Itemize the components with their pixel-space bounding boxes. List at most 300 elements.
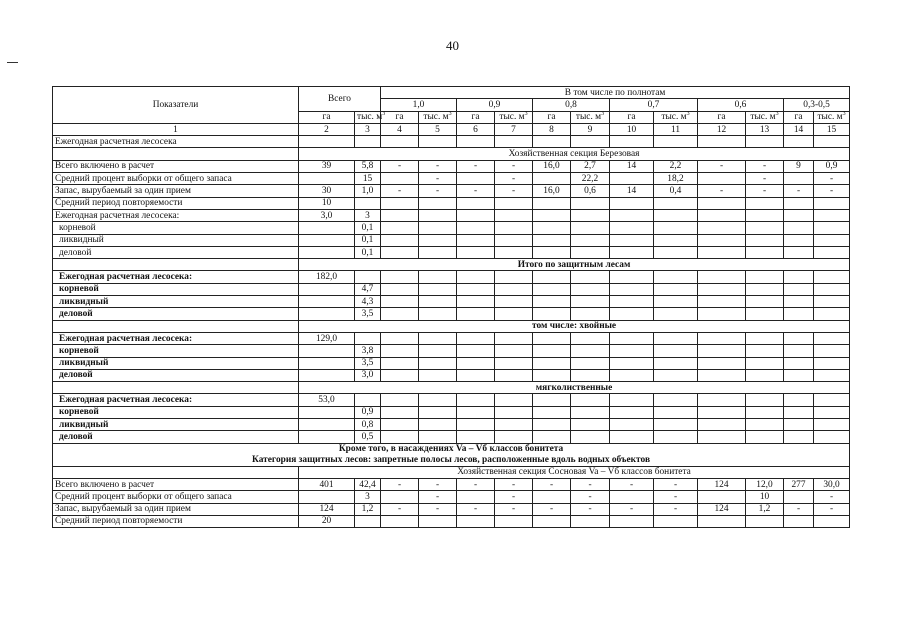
value-cell: [533, 369, 571, 381]
unit-superscript: 3: [775, 111, 779, 118]
value-cell: 3,5: [355, 357, 381, 369]
value-cell: [495, 357, 533, 369]
value-cell: 3,5: [355, 308, 381, 320]
column-number: 5: [419, 123, 457, 135]
value-cell: [610, 406, 654, 418]
value-cell: [654, 515, 698, 527]
value-cell: [299, 308, 355, 320]
value-cell: -: [533, 503, 571, 515]
value-cell: [698, 431, 746, 443]
value-cell: [533, 431, 571, 443]
value-cell: [381, 431, 419, 443]
value-cell: [571, 515, 610, 527]
unit-header-m3: тыс. $м^3$: [355, 111, 381, 123]
table-row: [53, 209, 850, 221]
value-cell: [814, 246, 850, 258]
value-cell: -: [654, 478, 698, 490]
value-cell: -: [814, 185, 850, 197]
section-title: том числе: хвойные: [299, 320, 850, 332]
value-cell: [571, 357, 610, 369]
value-cell: [814, 394, 850, 406]
value-cell: -: [419, 185, 457, 197]
value-cell: [571, 209, 610, 221]
section-row: [53, 382, 850, 394]
density-header: 0,7: [610, 99, 698, 111]
value-cell: -: [419, 491, 457, 503]
value-cell: [419, 419, 457, 431]
value-cell: [784, 271, 814, 283]
header-row: [53, 87, 850, 99]
value-cell: [495, 246, 533, 258]
value-cell: [814, 406, 850, 418]
value-cell: [381, 345, 419, 357]
value-cell: -: [457, 503, 495, 515]
value-cell: [814, 296, 850, 308]
row-label: ликвидный: [53, 357, 299, 369]
value-cell: [419, 515, 457, 527]
value-cell: [698, 283, 746, 295]
value-cell: [571, 406, 610, 418]
value-cell: [746, 296, 784, 308]
value-cell: 4,7: [355, 283, 381, 295]
value-cell: [814, 234, 850, 246]
value-cell: [457, 431, 495, 443]
value-cell: [571, 332, 610, 344]
unit-header-ha: га: [457, 111, 495, 123]
total-header: Всего: [299, 87, 381, 112]
value-cell: [495, 431, 533, 443]
value-cell: [610, 369, 654, 381]
value-cell: [654, 197, 698, 209]
value-cell: [381, 173, 419, 185]
value-cell: [355, 394, 381, 406]
column-number: 13: [746, 123, 784, 135]
value-cell: [299, 246, 355, 258]
value-cell: 5,8: [355, 160, 381, 172]
value-cell: [571, 283, 610, 295]
value-cell: -: [698, 185, 746, 197]
value-cell: [533, 332, 571, 344]
table-row: [53, 515, 850, 527]
value-cell: [571, 369, 610, 381]
value-cell: [571, 296, 610, 308]
value-cell: [784, 406, 814, 418]
row-label: деловой: [53, 369, 299, 381]
value-cell: [814, 357, 850, 369]
value-cell: [299, 419, 355, 431]
value-cell: [419, 431, 457, 443]
value-cell: [814, 369, 850, 381]
value-cell: 18,2: [654, 173, 698, 185]
value-cell: 0,9: [355, 406, 381, 418]
value-cell: 0,1: [355, 234, 381, 246]
table-row: [53, 431, 850, 443]
value-cell: 124: [299, 503, 355, 515]
section-row: [53, 148, 850, 160]
value-cell: [746, 515, 784, 527]
row-label: корневой: [53, 283, 299, 295]
value-cell: [698, 234, 746, 246]
value-cell: [654, 234, 698, 246]
value-cell: -: [784, 503, 814, 515]
value-cell: [746, 197, 784, 209]
value-cell: [698, 271, 746, 283]
column-number: 1: [53, 123, 299, 135]
value-cell: [355, 271, 381, 283]
value-cell: [533, 197, 571, 209]
unit-header-m3: тыс. $м^3$: [419, 111, 457, 123]
value-cell: [457, 369, 495, 381]
value-cell: [746, 209, 784, 221]
table-row: [53, 357, 850, 369]
value-cell: [419, 406, 457, 418]
value-cell: [299, 369, 355, 381]
value-cell: [784, 369, 814, 381]
unit-header-m3: тыс. $м^3$: [495, 111, 533, 123]
value-cell: [814, 271, 850, 283]
value-cell: 0,1: [355, 222, 381, 234]
value-cell: [571, 197, 610, 209]
unit-header-ha: га: [784, 111, 814, 123]
value-cell: [533, 136, 571, 148]
unit-superscript: 3: [448, 111, 452, 118]
value-cell: -: [610, 503, 654, 515]
value-cell: [533, 173, 571, 185]
value-cell: [533, 406, 571, 418]
value-cell: [610, 419, 654, 431]
value-cell: [571, 136, 610, 148]
value-cell: [457, 406, 495, 418]
value-cell: [419, 369, 457, 381]
value-cell: [457, 222, 495, 234]
value-cell: [299, 406, 355, 418]
value-cell: [654, 357, 698, 369]
value-cell: 0,8: [355, 419, 381, 431]
margin-dash: [7, 62, 18, 63]
value-cell: 0,4: [654, 185, 698, 197]
value-cell: 10: [746, 491, 784, 503]
value-cell: [419, 234, 457, 246]
value-cell: -: [495, 160, 533, 172]
density-group-header: В том числе по полнотам: [381, 87, 850, 99]
value-cell: 182,0: [299, 271, 355, 283]
value-cell: -: [381, 160, 419, 172]
table-row: [53, 332, 850, 344]
value-cell: [419, 222, 457, 234]
column-number: 14: [784, 123, 814, 135]
value-cell: [533, 296, 571, 308]
table-row: [53, 406, 850, 418]
value-cell: -: [419, 478, 457, 490]
value-cell: [381, 222, 419, 234]
value-cell: [784, 357, 814, 369]
value-cell: [698, 246, 746, 258]
value-cell: [654, 332, 698, 344]
section-title: мягколиственные: [299, 382, 850, 394]
value-cell: [571, 431, 610, 443]
table-row: [53, 271, 850, 283]
unit-header-ha: га: [533, 111, 571, 123]
unit-header-ha: га: [698, 111, 746, 123]
value-cell: [381, 246, 419, 258]
value-cell: [610, 197, 654, 209]
value-cell: [495, 271, 533, 283]
value-cell: [571, 271, 610, 283]
value-cell: [533, 283, 571, 295]
table-row: [53, 136, 850, 148]
value-cell: [533, 308, 571, 320]
table-row: [53, 478, 850, 490]
value-cell: 0,5: [355, 431, 381, 443]
value-cell: [814, 515, 850, 527]
value-cell: [610, 491, 654, 503]
value-cell: [571, 246, 610, 258]
value-cell: 3: [355, 209, 381, 221]
value-cell: [610, 271, 654, 283]
value-cell: [654, 222, 698, 234]
value-cell: 3,0: [299, 209, 355, 221]
value-cell: 42,4: [355, 478, 381, 490]
value-cell: [457, 308, 495, 320]
column-number: 11: [654, 123, 698, 135]
value-cell: [495, 222, 533, 234]
value-cell: 0,9: [814, 160, 850, 172]
unit-header-ha: га: [299, 111, 355, 123]
row-label: Всего включено в расчет: [53, 478, 299, 490]
row-label: корневой: [53, 345, 299, 357]
value-cell: [654, 419, 698, 431]
unit-superscript: 3: [524, 111, 528, 118]
value-cell: [457, 515, 495, 527]
value-cell: [381, 296, 419, 308]
value-cell: [746, 369, 784, 381]
value-cell: [784, 222, 814, 234]
row-label: Средний процент выборки от общего запаса: [53, 173, 299, 185]
value-cell: [495, 308, 533, 320]
value-cell: -: [814, 491, 850, 503]
section-row: [53, 320, 850, 332]
value-cell: [381, 209, 419, 221]
value-cell: [381, 308, 419, 320]
value-cell: [784, 246, 814, 258]
value-cell: [533, 271, 571, 283]
section-title: Итого по защитным лесам: [299, 259, 850, 271]
value-cell: -: [784, 185, 814, 197]
value-cell: [814, 419, 850, 431]
value-cell: [610, 246, 654, 258]
section-row: [53, 466, 850, 478]
value-cell: 16,0: [533, 185, 571, 197]
value-cell: [457, 271, 495, 283]
density-header: 0,9: [457, 99, 533, 111]
value-cell: [698, 491, 746, 503]
row-label: ликвидный: [53, 296, 299, 308]
table-row: [53, 234, 850, 246]
value-cell: [698, 419, 746, 431]
value-cell: [746, 222, 784, 234]
value-cell: [654, 283, 698, 295]
value-cell: [814, 209, 850, 221]
value-cell: -: [610, 478, 654, 490]
value-cell: 1,2: [746, 503, 784, 515]
value-cell: 0,1: [355, 246, 381, 258]
value-cell: -: [495, 491, 533, 503]
value-cell: [746, 234, 784, 246]
density-header: 0,8: [533, 99, 610, 111]
value-cell: [654, 271, 698, 283]
unit-header-m3: тыс. $м^3$: [746, 111, 784, 123]
value-cell: 16,0: [533, 160, 571, 172]
value-cell: [457, 419, 495, 431]
value-cell: [814, 222, 850, 234]
value-cell: 129,0: [299, 332, 355, 344]
value-cell: [784, 419, 814, 431]
value-cell: [698, 357, 746, 369]
table-row: [53, 503, 850, 515]
table-cell: [53, 148, 299, 160]
value-cell: 20: [299, 515, 355, 527]
value-cell: -: [495, 503, 533, 515]
table-row: [53, 185, 850, 197]
value-cell: [419, 345, 457, 357]
table-row: [53, 197, 850, 209]
value-cell: [654, 369, 698, 381]
value-cell: [746, 431, 784, 443]
value-cell: [419, 357, 457, 369]
value-cell: [654, 394, 698, 406]
value-cell: [355, 197, 381, 209]
row-label: Всего включено в расчет: [53, 160, 299, 172]
value-cell: [784, 136, 814, 148]
value-cell: -: [419, 173, 457, 185]
value-cell: [814, 136, 850, 148]
row-label: Ежегодная расчетная лесосека: [53, 136, 299, 148]
value-cell: [746, 246, 784, 258]
value-cell: [381, 369, 419, 381]
value-cell: [299, 357, 355, 369]
value-cell: [457, 136, 495, 148]
value-cell: [495, 283, 533, 295]
value-cell: -: [746, 185, 784, 197]
value-cell: [746, 283, 784, 295]
value-cell: [610, 222, 654, 234]
column-number-row: [53, 123, 850, 135]
value-cell: [746, 406, 784, 418]
value-cell: 15: [355, 173, 381, 185]
value-cell: [495, 515, 533, 527]
unit-header-m3: тыс. $м^3$: [654, 111, 698, 123]
value-cell: [784, 332, 814, 344]
unit-header-ha: га: [610, 111, 654, 123]
value-cell: -: [654, 491, 698, 503]
value-cell: [784, 345, 814, 357]
value-cell: [299, 136, 355, 148]
banner-row: [53, 443, 850, 466]
value-cell: -: [746, 173, 784, 185]
value-cell: [698, 197, 746, 209]
value-cell: -: [419, 503, 457, 515]
value-cell: [457, 283, 495, 295]
value-cell: -: [746, 160, 784, 172]
value-cell: [299, 222, 355, 234]
value-cell: [784, 394, 814, 406]
unit-superscript: 3: [686, 111, 690, 118]
value-cell: [495, 296, 533, 308]
value-cell: 2,7: [571, 160, 610, 172]
table-row: [53, 296, 850, 308]
value-cell: [419, 394, 457, 406]
value-cell: [457, 173, 495, 185]
value-cell: [746, 332, 784, 344]
value-cell: 10: [299, 197, 355, 209]
value-cell: [533, 345, 571, 357]
value-cell: [457, 345, 495, 357]
value-cell: [381, 419, 419, 431]
value-cell: [610, 136, 654, 148]
table-row: [53, 160, 850, 172]
value-cell: [495, 197, 533, 209]
table-row: [53, 173, 850, 185]
row-label: Ежегодная расчетная лесосека:: [53, 394, 299, 406]
value-cell: -: [495, 173, 533, 185]
value-cell: [698, 345, 746, 357]
value-cell: [533, 357, 571, 369]
value-cell: [610, 357, 654, 369]
row-label: Средний период повторяемости: [53, 515, 299, 527]
value-cell: [814, 197, 850, 209]
column-number: 2: [299, 123, 355, 135]
value-cell: [698, 406, 746, 418]
value-cell: [533, 394, 571, 406]
value-cell: -: [814, 173, 850, 185]
value-cell: [654, 406, 698, 418]
table-row: [53, 246, 850, 258]
value-cell: [610, 283, 654, 295]
value-cell: [533, 515, 571, 527]
unit-header-m3: тыс. $м^3$: [814, 111, 850, 123]
banner-line: Категория защитных лесов: запретные полосы лесов, расположенные вдоль водных объектов: [252, 454, 651, 465]
row-label: деловой: [53, 431, 299, 443]
value-cell: [381, 283, 419, 295]
value-cell: 14: [610, 160, 654, 172]
value-cell: [533, 419, 571, 431]
row-label: деловой: [53, 308, 299, 320]
value-cell: [495, 136, 533, 148]
value-cell: [457, 296, 495, 308]
value-cell: 3,8: [355, 345, 381, 357]
value-cell: [381, 406, 419, 418]
table-cell: [53, 259, 299, 271]
value-cell: -: [457, 185, 495, 197]
value-cell: [571, 394, 610, 406]
value-cell: [419, 296, 457, 308]
value-cell: [784, 234, 814, 246]
table-cell: [53, 382, 299, 394]
value-cell: [299, 283, 355, 295]
value-cell: [571, 345, 610, 357]
density-header: 0,6: [698, 99, 784, 111]
unit-superscript: 3: [842, 111, 846, 118]
value-cell: -: [654, 503, 698, 515]
value-cell: [784, 209, 814, 221]
value-cell: [784, 491, 814, 503]
value-cell: [419, 209, 457, 221]
unit-header-m3: тыс. $м^3$: [571, 111, 610, 123]
value-cell: [381, 271, 419, 283]
value-cell: [299, 491, 355, 503]
value-cell: 401: [299, 478, 355, 490]
value-cell: [654, 246, 698, 258]
